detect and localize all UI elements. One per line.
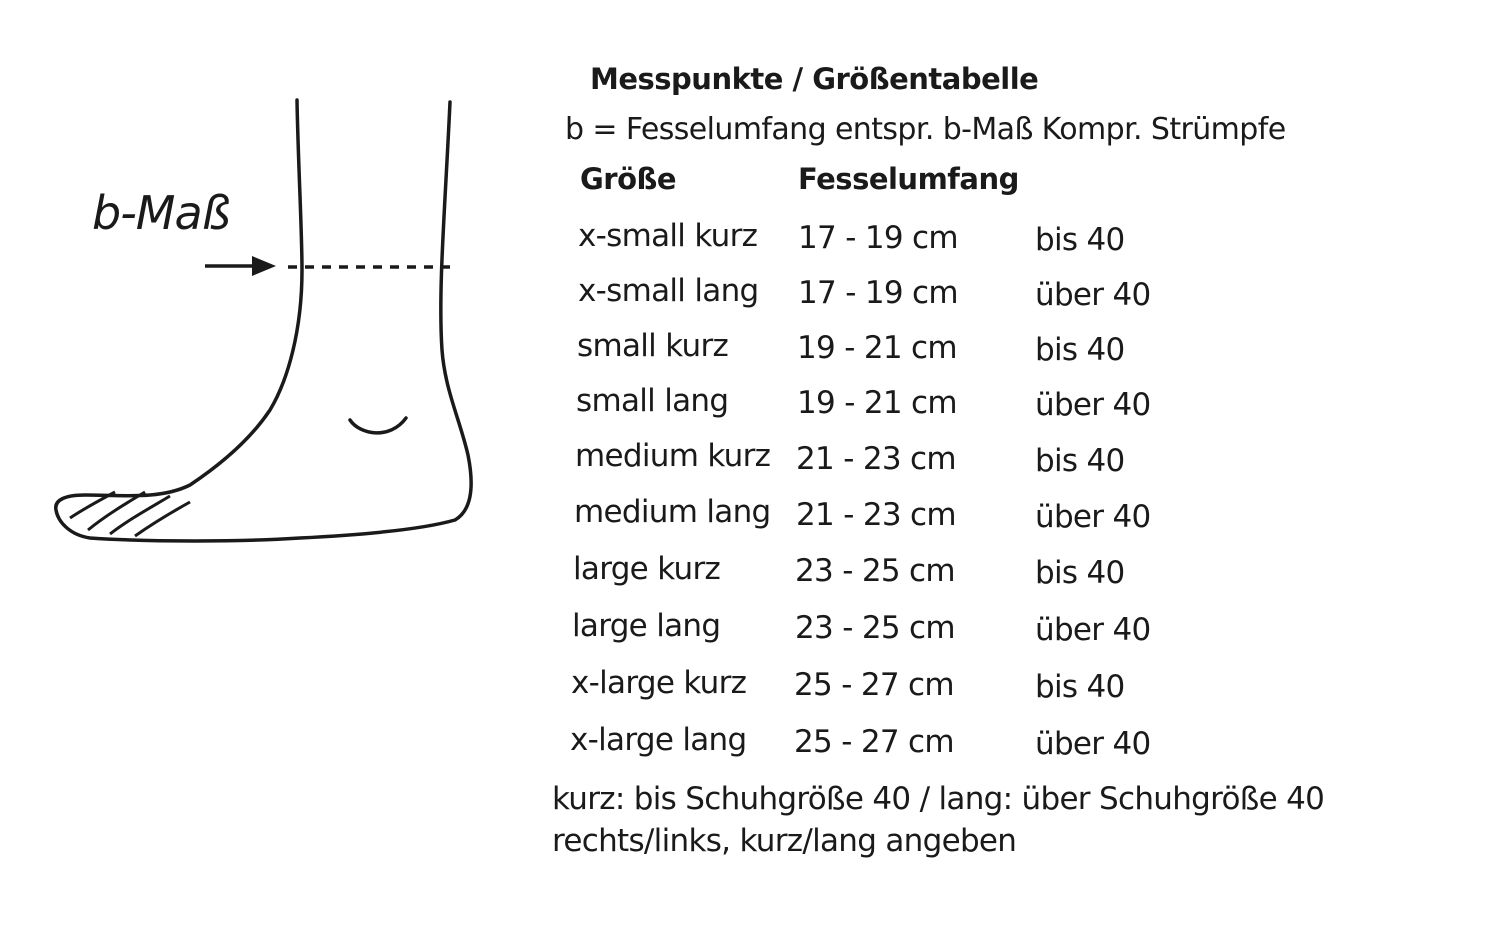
shoe-size-cell: über 40 [1035,387,1151,423]
size-cell: x-small kurz [578,218,758,254]
circumference-cell: 17 - 19 cm [798,275,958,311]
ankle-bone-curve [350,418,406,433]
footer-note-shoe-size: kurz: bis Schuhgröße 40 / lang: über Schuhgröße 40 [552,781,1325,817]
size-cell: x-large lang [570,722,747,758]
circumference-cell: 23 - 25 cm [795,610,955,646]
circumference-cell: 23 - 25 cm [795,553,955,589]
size-cell: medium lang [574,494,771,530]
shoe-size-cell: bis 40 [1035,332,1125,368]
circumference-cell: 21 - 23 cm [796,497,956,533]
shoe-size-cell: bis 40 [1035,669,1125,705]
shoe-size-cell: bis 40 [1035,555,1125,591]
shoe-size-cell: bis 40 [1035,222,1125,258]
size-cell: large lang [572,608,721,644]
circumference-cell: 17 - 19 cm [798,220,958,256]
circumference-cell: 25 - 27 cm [794,724,954,760]
circumference-cell: 25 - 27 cm [794,667,954,703]
shoe-size-cell: bis 40 [1035,443,1125,479]
column-header-circumference: Fesselumfang [798,162,1019,196]
b-measure-label: b-Maß [92,186,230,240]
size-cell: small kurz [577,328,729,364]
size-cell: medium kurz [575,438,771,474]
leg-front-outline [56,100,471,541]
size-cell: x-large kurz [571,665,747,701]
shoe-size-cell: über 40 [1035,499,1151,535]
size-cell: small lang [576,383,729,419]
size-cell: large kurz [573,551,721,587]
shoe-size-cell: über 40 [1035,277,1151,313]
circumference-cell: 21 - 23 cm [796,441,956,477]
measure-arrow-head [252,256,276,276]
shoe-size-cell: über 40 [1035,612,1151,648]
circumference-cell: 19 - 21 cm [797,385,957,421]
column-header-size: Größe [580,162,677,196]
circumference-cell: 19 - 21 cm [797,330,957,366]
footer-note-order-info: rechts/links, kurz/lang angeben [552,823,1017,859]
toe-line-3 [110,496,170,534]
subtitle: b = Fesselumfang entspr. b-Maß Kompr. Strümpfe [565,112,1286,147]
foot-illustration [40,90,500,560]
size-cell: x-small lang [578,273,759,309]
shoe-size-cell: über 40 [1035,726,1151,762]
page-title: Messpunkte / Größentabelle [590,62,1039,96]
toe-line-2 [88,492,145,530]
foot-outline-drawing [40,90,500,560]
toe-line-4 [135,502,190,536]
